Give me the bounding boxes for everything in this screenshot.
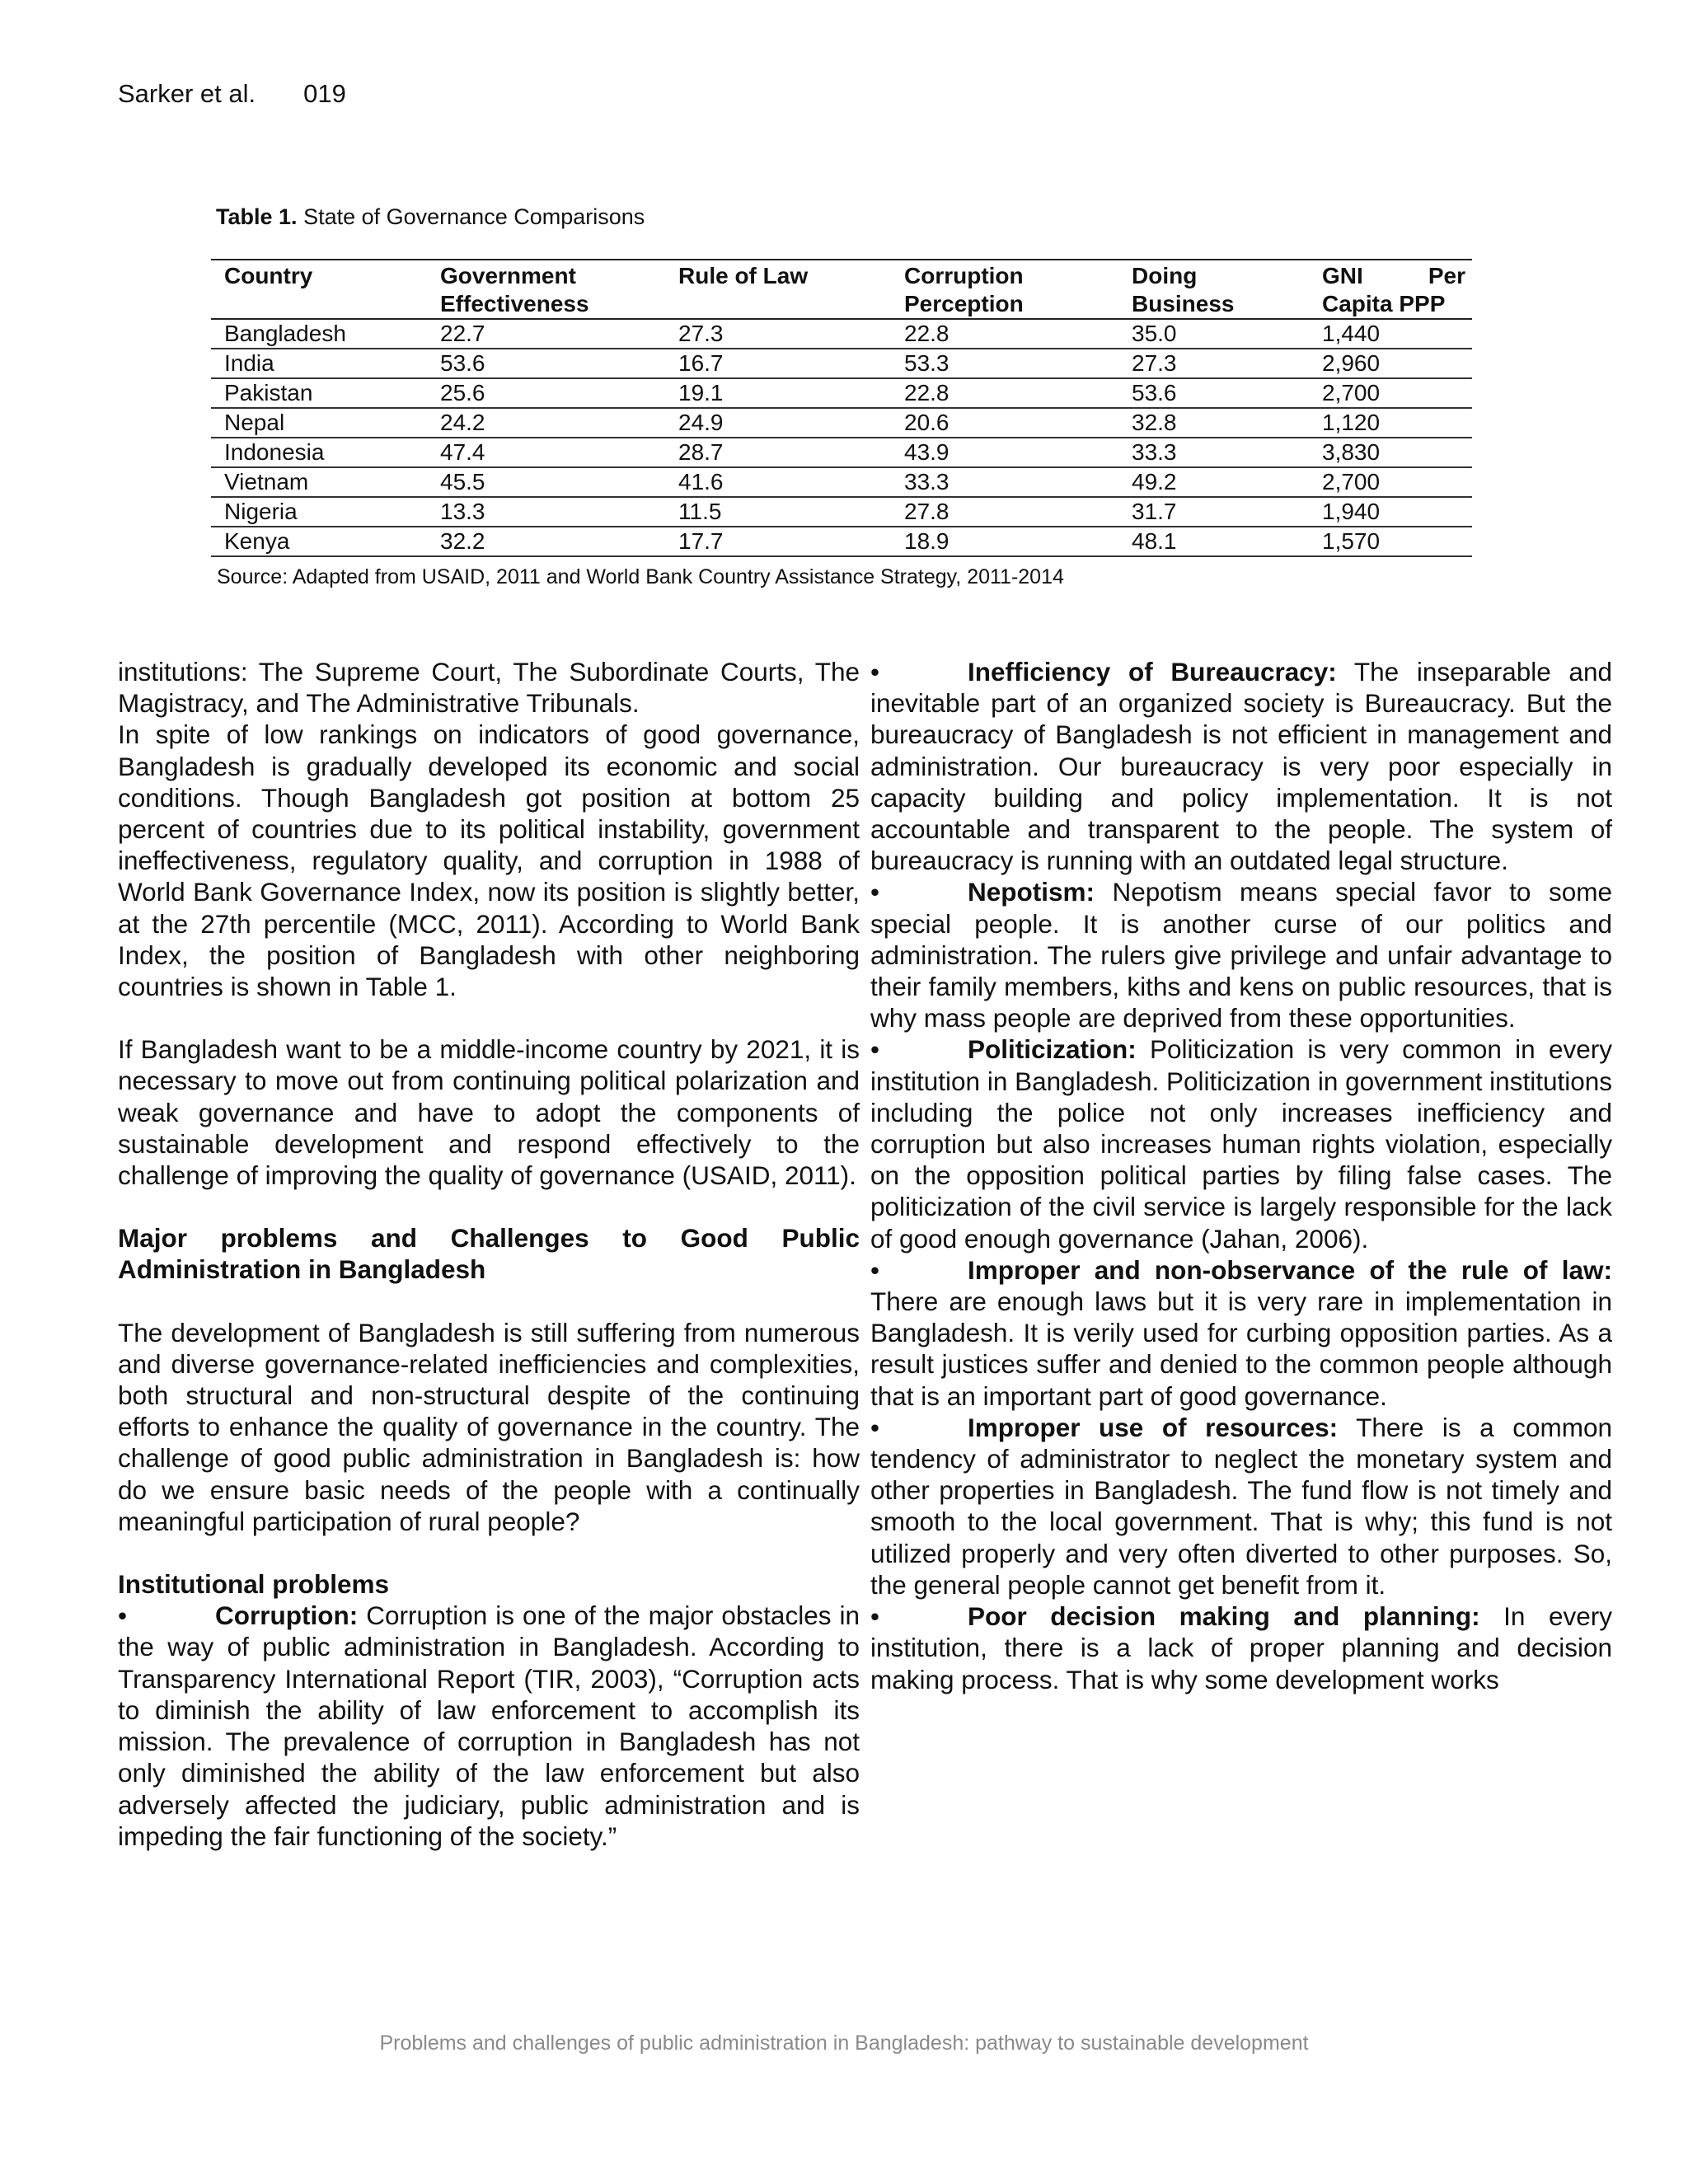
table-cell: 41.6 bbox=[665, 467, 891, 497]
bullet-text: There are enough laws but it is very rare in implementation in Bangladesh. It is verily used for curbing opposition parties. As a result justices suffer and denied to the common people although that is an important part of good governance. bbox=[870, 1286, 1612, 1411]
table-cell: 31.7 bbox=[1118, 497, 1309, 527]
table-cell: 2,700 bbox=[1309, 378, 1472, 408]
column-header-doing-business: Doing Business bbox=[1118, 260, 1309, 319]
table-cell: 13.3 bbox=[427, 497, 665, 527]
table-row bbox=[211, 319, 1472, 349]
column-header-gni-per-capita: GNI Per Capita PPP bbox=[1309, 260, 1472, 319]
section-heading: Major problems and Challenges to Good Public Administration in Bangladesh bbox=[118, 1223, 860, 1285]
column-header-rule-of-law: Rule of Law bbox=[665, 260, 891, 319]
table-cell: 28.7 bbox=[665, 438, 891, 467]
bullet-icon: • bbox=[870, 1412, 880, 1442]
table-cell: 27.8 bbox=[891, 497, 1118, 527]
bullet-term: Improper and non-observance of the rule of law: bbox=[968, 1254, 1612, 1285]
table-row bbox=[211, 378, 1472, 408]
table-cell: Nepal bbox=[211, 408, 427, 438]
table-cell: Nigeria bbox=[211, 497, 427, 527]
table-cell: 18.9 bbox=[891, 527, 1118, 556]
table-cell: 45.5 bbox=[427, 467, 665, 497]
table-cell: 35.0 bbox=[1118, 319, 1309, 349]
column-header-country: Country bbox=[211, 260, 427, 319]
table-cell: 48.1 bbox=[1118, 527, 1309, 556]
bullet-icon: • bbox=[870, 657, 880, 687]
bullet-icon: • bbox=[870, 1034, 880, 1065]
table-cell: Vietnam bbox=[211, 467, 427, 497]
bullet-item-nepotism bbox=[870, 876, 1612, 1033]
body-paragraph: institutions: The Supreme Court, The Subordinate Courts, The Magistracy, and The Administrative Tribunals. bbox=[118, 657, 860, 719]
author-line: Sarker et al. bbox=[118, 79, 256, 108]
table-cell: 1,570 bbox=[1309, 527, 1472, 556]
bullet-icon: • bbox=[870, 1254, 880, 1285]
body-paragraph: The development of Bangladesh is still suffering from numerous and diverse governance-related inefficiencies and complexities, both structural and non-structural despite of the continuing efforts to enhance the quality of governance in the country. The challenge of good public administration in Bangladesh is: how do we ensure basic needs of the people with a continually meaningful participation of rural people? bbox=[118, 1317, 860, 1536]
table-cell: 32.8 bbox=[1118, 408, 1309, 438]
table-cell: 33.3 bbox=[891, 467, 1118, 497]
table-cell: 17.7 bbox=[665, 527, 891, 556]
table-source-note: Source: Adapted from USAID, 2011 and World Bank Country Assistance Strategy, 2011-2014 bbox=[217, 565, 1064, 588]
bullet-text: Nepotism means special favor to some special people. It is another curse of our politics and administration. The rulers give privilege and unfair advantage to their family members, kiths and kens on public resources, that is why mass people are deprived from these opportunities. bbox=[870, 877, 1612, 1033]
table-label: Table 1. bbox=[216, 204, 298, 229]
bullet-term: Poor decision making and planning: bbox=[968, 1601, 1480, 1632]
page-footer: Problems and challenges of public administration in Bangladesh: pathway to sustainable development bbox=[379, 2032, 1309, 2055]
table-cell: 33.3 bbox=[1118, 438, 1309, 467]
table-row bbox=[211, 497, 1472, 527]
table-title: State of Governance Comparisons bbox=[303, 204, 645, 229]
table-cell: 53.6 bbox=[1118, 378, 1309, 408]
table-cell: 1,120 bbox=[1309, 408, 1472, 438]
table-cell: 2,960 bbox=[1309, 349, 1472, 378]
table-cell: 27.3 bbox=[665, 319, 891, 349]
bullet-icon: • bbox=[870, 877, 880, 907]
bullet-text: Corruption is one of the major obstacles in the way of public administration in Bangladesh. According to Transparency International Report (TIR, 2003), “Corruption acts to diminish the ability of law enforcement to accomplish its mission. The prevalence of corruption in Bangladesh has not only diminished the ability of the law enforcement but also adversely affected the judiciary, public administration and is impeding the fair functioning of the society.” bbox=[118, 1601, 860, 1851]
table-cell: 25.6 bbox=[427, 378, 665, 408]
right-text-column bbox=[870, 656, 1612, 1695]
table-cell: 24.9 bbox=[665, 408, 891, 438]
table-cell: 27.3 bbox=[1118, 349, 1309, 378]
bullet-text: There is a common tendency of administrator to neglect the monetary system and other properties in Bangladesh. The fund flow is not timely and smooth to the local government. That is why; this fund is not utilized properly and very often diverted to other purposes. So, the general people cannot get benefit from it. bbox=[870, 1412, 1612, 1600]
table-row bbox=[211, 408, 1472, 438]
governance-table bbox=[211, 259, 1472, 557]
bullet-item-corruption bbox=[118, 1600, 860, 1852]
bullet-item-planning bbox=[870, 1601, 1612, 1695]
table-row bbox=[211, 438, 1472, 467]
table-cell: Pakistan bbox=[211, 378, 427, 408]
table-cell: 22.8 bbox=[891, 319, 1118, 349]
bullet-term: Inefficiency of Bureaucracy: bbox=[968, 657, 1337, 687]
body-paragraph: If Bangladesh want to be a middle-income country by 2021, it is necessary to move out from continuing political polarization and weak governance and have to adopt the components of sustainable development and respond effectively to the challenge of improving the quality of governance (USAID, 2011). bbox=[118, 1034, 860, 1191]
table-cell: 32.2 bbox=[427, 527, 665, 556]
table-cell: 47.4 bbox=[427, 438, 665, 467]
table-cell: 53.6 bbox=[427, 349, 665, 378]
running-head bbox=[118, 79, 346, 109]
bullet-term: Nepotism: bbox=[968, 877, 1095, 907]
table-cell: 1,940 bbox=[1309, 497, 1472, 527]
page-number: 019 bbox=[303, 79, 346, 108]
table-cell: 24.2 bbox=[427, 408, 665, 438]
bullet-icon: • bbox=[870, 1601, 880, 1632]
column-header-corruption-perception: Corruption Perception bbox=[891, 260, 1118, 319]
column-header-government-effectiveness: Government Effectiveness bbox=[427, 260, 665, 319]
table-cell: 3,830 bbox=[1309, 438, 1472, 467]
table-row bbox=[211, 467, 1472, 497]
bullet-icon: • bbox=[118, 1601, 128, 1631]
table-cell: Bangladesh bbox=[211, 319, 427, 349]
table-cell: 53.3 bbox=[891, 349, 1118, 378]
table-cell: 11.5 bbox=[665, 497, 891, 527]
table-cell: 49.2 bbox=[1118, 467, 1309, 497]
table-row bbox=[211, 349, 1472, 378]
table-cell: 22.8 bbox=[891, 378, 1118, 408]
bullet-item-politicization bbox=[870, 1033, 1612, 1254]
bullet-text: In every institution, there is a lack of proper planning and decision making process. That is why some development works bbox=[870, 1601, 1612, 1694]
table-cell: 1,440 bbox=[1309, 319, 1472, 349]
bullet-item-resources bbox=[870, 1412, 1612, 1601]
table-cell: 22.7 bbox=[427, 319, 665, 349]
table-cell: 43.9 bbox=[891, 438, 1118, 467]
table-cell: 19.1 bbox=[665, 378, 891, 408]
table-row bbox=[211, 527, 1472, 556]
subsection-heading: Institutional problems bbox=[118, 1569, 390, 1600]
table-cell: 20.6 bbox=[891, 408, 1118, 438]
table-cell: Indonesia bbox=[211, 438, 427, 467]
body-paragraph: In spite of low rankings on indicators of good governance, Bangladesh is gradually developed its economic and social conditions. Though Bangladesh got position at bottom 25 percent of countries due to its political instability, government ineffectiveness, regulatory quality, and corruption in 1988 of World Bank Governance Index, now its position is slightly better, at the 27th percentile (MCC, 2011). According to World Bank Index, the position of Bangladesh with other neighboring countries is shown in Table 1. bbox=[118, 719, 860, 1002]
table-header-row bbox=[211, 260, 1472, 319]
table-caption bbox=[216, 204, 645, 230]
table-cell: India bbox=[211, 349, 427, 378]
bullet-term: Corruption: bbox=[215, 1601, 359, 1631]
bullet-text: Politicization is very common in every institution in Bangladesh. Politicization in government institutions including the police not only increases inefficiency and corruption but also increases human rights violation, especially on the opposition political parties by filing false cases. The politicization of the civil service is largely responsible for the lack of good enough governance (Jahan, 2006). bbox=[870, 1034, 1613, 1254]
bullet-item-bureaucracy bbox=[870, 656, 1612, 876]
left-text-column bbox=[118, 656, 860, 1852]
bullet-term: Improper use of resources: bbox=[968, 1412, 1339, 1442]
bullet-item-rule-of-law bbox=[870, 1254, 1612, 1412]
table-cell: Kenya bbox=[211, 527, 427, 556]
bullet-text: The inseparable and inevitable part of an organized society is Bureaucracy. But the bureaucracy of Bangladesh is not efficient in management and administration. Our bureaucracy is very poor especially in capacity building and policy implementation. It is not accountable and transparent to the people. The system of bureaucracy is running with an outdated legal structure. bbox=[870, 657, 1612, 876]
table-cell: 2,700 bbox=[1309, 467, 1472, 497]
table-cell: 16.7 bbox=[665, 349, 891, 378]
bullet-term: Politicization: bbox=[968, 1034, 1137, 1065]
